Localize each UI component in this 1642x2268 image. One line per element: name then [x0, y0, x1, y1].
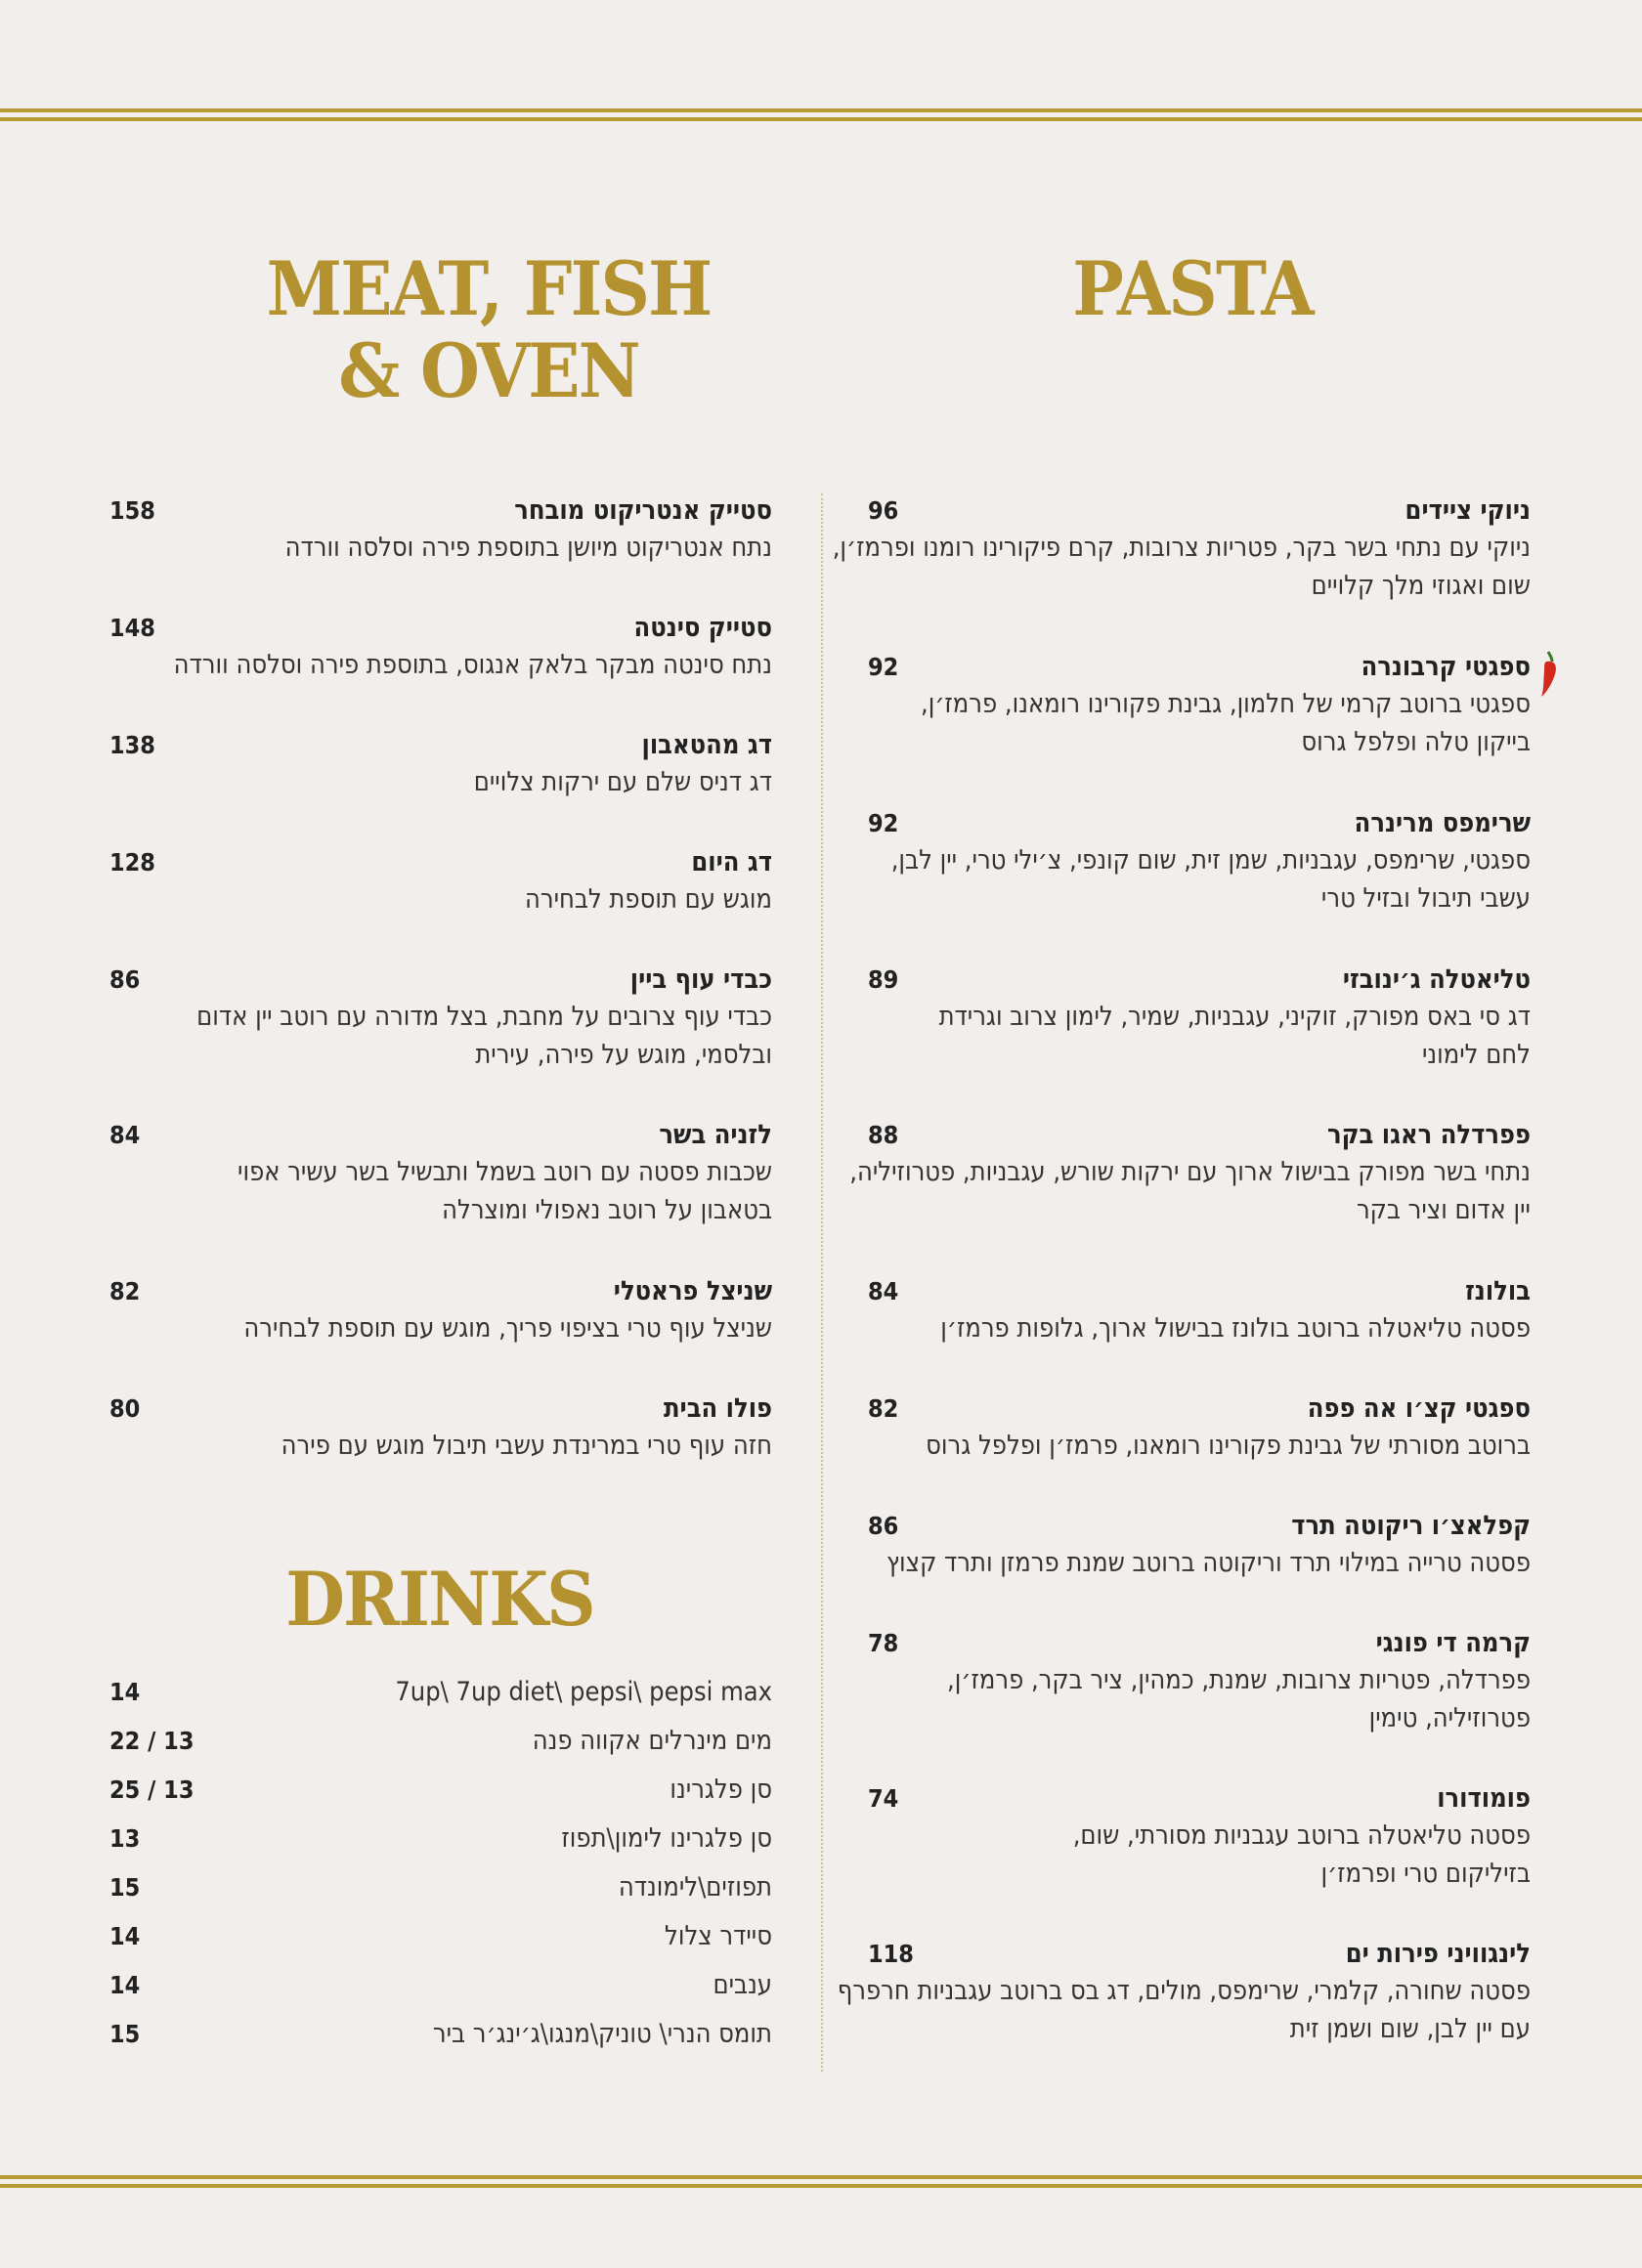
menu-item-price: 74	[868, 1784, 899, 1813]
menu-item-description: ניוקי עם נתחי בשר בקר, פטריות צרובות, קרם פיקורינו רומנו ופרמז׳ן,	[832, 533, 1531, 563]
drink-price: 13	[109, 1824, 141, 1853]
menu-item-description: פסטה טרייה במילוי תרד וריקוטה ברוטב שמנת פרמזן ותרד קצוץ	[886, 1548, 1531, 1578]
drink-name: תפוזים\לימונדה	[618, 1872, 772, 1903]
menu-item-name: פומודורו	[1437, 1783, 1531, 1814]
menu-item-price: 118	[868, 1940, 914, 1968]
menu-item	[88, 963, 772, 1074]
menu-item-price: 92	[868, 809, 899, 837]
menu-item-price: 148	[109, 614, 155, 642]
menu-item-description: יין אדום וציר בקר	[1356, 1195, 1531, 1225]
menu-item	[846, 1118, 1531, 1229]
menu-item-description: כבדי עוף צרובים על מחבת, בצל מדורה עם רוטב יין אדום	[196, 1002, 772, 1032]
menu-item-name: לזניה בשר	[659, 1120, 772, 1150]
menu-item-price: 80	[109, 1394, 141, 1423]
drink-price: 14	[109, 1971, 141, 1999]
menu-item-description: פטרוזיליה, טימין	[1368, 1703, 1531, 1733]
menu-item-price: 84	[868, 1277, 899, 1305]
menu-item-price: 82	[109, 1277, 141, 1305]
menu-item-name: דג מהטאבון	[641, 730, 772, 760]
menu-item-description: נתח אנטריקוט מיושן בתוספת פירה וסלסה וורדה	[284, 533, 772, 563]
menu-item-description: מוגש עם תוספת לבחירה	[524, 884, 772, 915]
meat-heading-line2: & OVEN	[338, 327, 639, 414]
menu-item-name: סטייק סינטה	[633, 613, 772, 643]
menu-item-name: ספגטי קרבונרה	[1361, 652, 1531, 682]
menu-item-description: ובלסמי, מוגש על פירה, עירית	[475, 1040, 772, 1070]
menu-item-description: עשבי תיבול ובזיל טרי	[1320, 883, 1531, 914]
menu-item-description: פסטה טליאטלה ברוטב בולונז בבישול ארוך, גלופות פרמז׳ן	[940, 1313, 1531, 1344]
menu-item-price: 88	[868, 1121, 899, 1149]
menu-item	[88, 1118, 772, 1229]
menu-item-description: בזיליקום טרי ופרמז׳ן	[1320, 1859, 1531, 1889]
menu-item-description: נתח סינטה מבקר בלאק אנגוס, בתוספת פירה וסלסה וורדה	[173, 650, 772, 680]
menu-item-description: ברוטב מסורתי של גבינת פקורינו רומאנו, פרמז׳ן ופלפל גרוס	[926, 1431, 1531, 1461]
menu-item	[846, 1274, 1531, 1348]
menu-item-price: 128	[109, 848, 155, 877]
drink-price: 14	[109, 1678, 141, 1706]
menu-item-price: 84	[109, 1121, 141, 1149]
menu-item	[846, 1509, 1531, 1582]
menu-item	[846, 806, 1531, 918]
menu-item-name: כבדי עוף ביין	[629, 964, 772, 995]
menu-item-description: דג סי באס מפורק, זוקיני, עגבניות, שמיר, לימון צרוב וגרידת	[938, 1002, 1531, 1032]
menu-item-price: 158	[109, 496, 155, 525]
drink-name: 7up\ 7up diet\ pepsi\ pepsi max	[395, 1677, 772, 1707]
menu-item-description: עם יין לבן, שום ושמן זית	[1289, 2014, 1531, 2044]
menu-item	[88, 1391, 772, 1465]
menu-item-name: שרימפס מרינרה	[1354, 808, 1531, 838]
menu-item-description: ספגטי ברוטב קרמי של חלמון, גבינת פקורינו רומאנו, פרמז׳ן,	[920, 689, 1531, 719]
drinks-heading: DRINKS	[285, 1556, 594, 1643]
drink-name: סן פלגרינו לימון\תפוז	[561, 1823, 772, 1854]
menu-item-price: 86	[868, 1512, 899, 1540]
menu-item	[88, 845, 772, 919]
drink-price: 15	[109, 1873, 141, 1902]
menu-item-name: ספגטי קצ׳ו אה פפה	[1307, 1393, 1531, 1424]
menu-item-description: לחם לימוני	[1421, 1040, 1531, 1070]
menu-item	[846, 1781, 1531, 1893]
menu-item-description: פסטה שחורה, קלמרי, שרימפס, מולים, דג בס ברוטב עגבניות חרפרף	[837, 1976, 1531, 2006]
meat-heading-line1: MEAT, FISH	[266, 245, 712, 332]
drink-name: מים מינרלים אקווה פנה	[532, 1726, 772, 1756]
menu-item-name: קרמה די פונגי	[1375, 1628, 1531, 1658]
meat-fish-oven-heading	[246, 245, 732, 414]
menu-item-price: 86	[109, 965, 141, 994]
menu-item-name: טליאטלה ג׳ינובזי	[1342, 964, 1531, 995]
menu-item-price: 82	[868, 1394, 899, 1423]
bottom-border	[0, 2175, 1642, 2188]
column-divider	[821, 493, 823, 2072]
drink-price: 14	[109, 1922, 141, 1950]
drink-price: 22 / 13	[109, 1727, 194, 1755]
drink-name: סן פלגרינו	[670, 1775, 772, 1805]
drink-price: 25 / 13	[109, 1776, 194, 1804]
menu-item-description: בטאבון על רוטב נאפולי ומוצרלה	[442, 1195, 772, 1225]
menu-item-description: שום ואגוזי מלך קלויים	[1311, 571, 1531, 601]
menu-item	[846, 1626, 1531, 1737]
menu-item-name: פפרדלה ראגו בקר	[1327, 1120, 1531, 1150]
menu-item	[846, 1391, 1531, 1465]
menu-item-name: ניוקי ציידים	[1404, 495, 1531, 526]
drink-price: 15	[109, 2020, 141, 2048]
menu-item	[832, 493, 1531, 605]
menu-item-price: 78	[868, 1629, 899, 1657]
menu-item-name: דג היום	[691, 847, 772, 877]
menu-item-name: לינגוויני פירות ים	[1345, 1939, 1531, 1969]
drink-name: ענבים	[713, 1970, 772, 2000]
menu-item	[88, 493, 772, 567]
menu-item-name: בולונז	[1465, 1276, 1531, 1306]
menu-item-price: 96	[868, 496, 899, 525]
menu-item-name: קפלאצ׳ו ריקוטה תרד	[1291, 1511, 1531, 1541]
menu-item-price: 92	[868, 653, 899, 681]
menu-item-name: שניצל פראטלי	[613, 1276, 772, 1306]
menu-item	[846, 963, 1531, 1074]
drink-name: תומס הנרי\ טוניק\מנגו\ג׳ינג׳ר ביר	[432, 2019, 772, 2049]
menu-item-description: בייקון טלה ופלפל גרוס	[1301, 727, 1531, 757]
menu-item-price: 89	[868, 965, 899, 994]
menu-item-description: חזה עוף טרי במרינדת עשבי תיבול מוגש עם פירה	[281, 1431, 772, 1461]
menu-item-description: פפרדלה, פטריות צרובות, שמנת, כמהין, ציר בקר, פרמז׳ן,	[947, 1665, 1531, 1695]
menu-item-description: ספגטי, שרימפס, עגבניות, שמן זית, שום קונפי, צ׳ילי טרי, יין לבן,	[890, 845, 1531, 876]
menu-item	[88, 1274, 772, 1348]
pasta-heading: PASTA	[1072, 245, 1313, 332]
menu-item	[88, 728, 772, 801]
menu-item-description: שכבות פסטה עם רוטב בשמל ותבשיל בשר עשיר אפוי	[238, 1157, 772, 1187]
menu-item-description: נתחי בשר מפורק בבישול ארוך עם ירקות שורש, עגבניות, פטרוזיליה,	[849, 1157, 1531, 1187]
menu-item-name: סטייק אנטריקוט מובחר	[514, 495, 772, 526]
menu-item-description: שניצל עוף טרי בציפוי פריך, מוגש עם תוספת לבחירה	[243, 1313, 772, 1344]
menu-item-name: פולו הבית	[663, 1393, 772, 1424]
menu-item-description: פסטה טליאטלה ברוטב עגבניות מסורתי, שום,	[1072, 1820, 1531, 1851]
top-border	[0, 108, 1642, 121]
menu-item	[837, 1937, 1531, 2048]
drink-name: סיידר צלול	[665, 1921, 772, 1951]
menu-item-price: 138	[109, 731, 155, 759]
menu-item	[846, 650, 1531, 761]
menu-item	[88, 611, 772, 684]
chili-pepper-icon	[1538, 650, 1560, 699]
menu-item-description: דג דניס שלם עם ירקות צלויים	[473, 767, 772, 797]
